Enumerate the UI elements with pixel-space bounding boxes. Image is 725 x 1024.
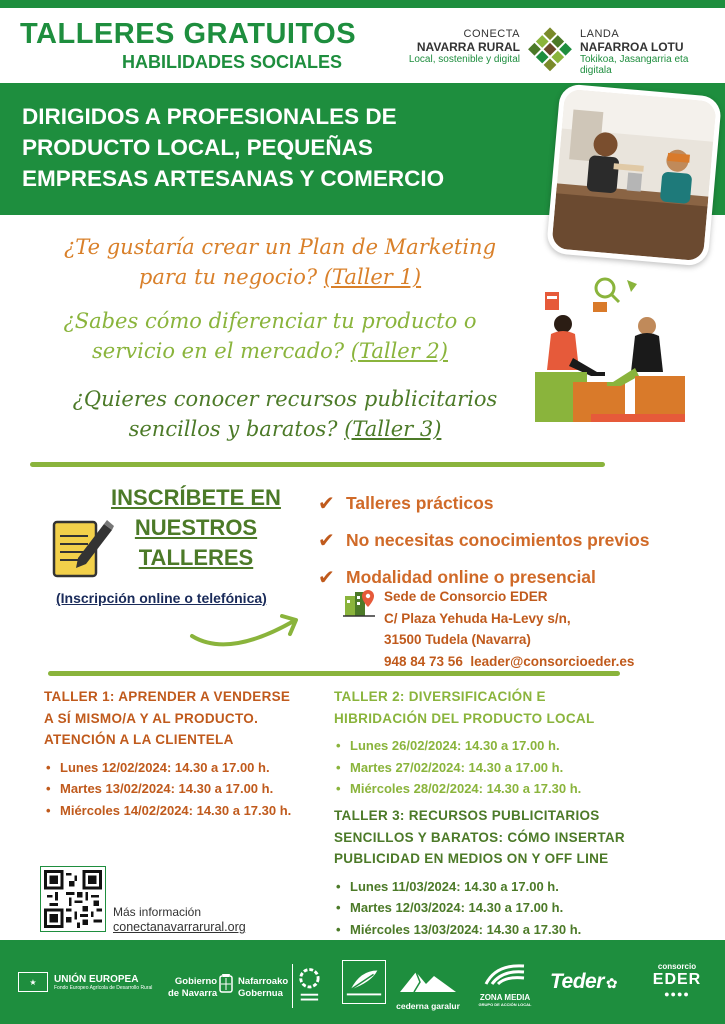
- eu-logo: [18, 972, 152, 992]
- teder-label: Teder: [550, 970, 604, 993]
- consorcio-line2: EDER: [652, 971, 702, 988]
- question-taller-3: [40, 384, 530, 444]
- zona-media-sublabel: GRUPO DE ACCIÓN LOCAL: [478, 1002, 532, 1007]
- question-1-line1: ¿Te gustaría crear un Plan de Marketing: [63, 235, 497, 259]
- gobierno-line2: de Navarra: [168, 988, 218, 999]
- question-1-text: para tu negocio?: [138, 265, 324, 289]
- landa-logo-text: [580, 28, 720, 76]
- signup-line2: NUESTROS: [134, 515, 258, 540]
- more-info: [113, 905, 246, 935]
- consultation-illustration: [535, 272, 685, 424]
- question-taller-1: [40, 232, 520, 292]
- cederna-logo: [396, 968, 460, 1011]
- workshop-3-title-line: TALLER 3: RECURSOS PUBLICITARIOS: [334, 808, 600, 823]
- shop-photo: [546, 83, 722, 266]
- question-2-line2: [50, 336, 490, 366]
- zona-media-logo: [476, 960, 534, 1007]
- consorcio-eder-logo: [650, 962, 704, 999]
- session-item: • Lunes 26/02/2024: 14.30 a 17.00 h.: [334, 735, 714, 757]
- conecta-line3: Local, sostenible y digital: [408, 54, 520, 65]
- question-3-line1: ¿Quieres conocer recursos publicitarios: [72, 387, 498, 411]
- nafarroako-gobernua-text: [238, 976, 288, 1000]
- session-item: • Lunes 12/02/2024: 14.30 a 17.00 h.: [44, 757, 324, 779]
- feature-label: Modalidad online o presencial: [346, 567, 596, 587]
- signup-line3: TALLERES: [138, 545, 254, 570]
- workshop-1: [44, 686, 324, 821]
- eu-subtitle: Fondo Europeo Agrícola de Desarrollo Rural: [54, 984, 153, 991]
- leader-logo-icon: [342, 960, 386, 1004]
- landa-line1: LANDA: [580, 28, 620, 40]
- signup-method-note: (Inscripción online o telefónica): [56, 590, 267, 606]
- taller-3-link[interactable]: (Taller 3): [344, 417, 442, 441]
- workshop-1-title-line: TALLER 1: APRENDER A VENDERSE: [44, 689, 291, 704]
- feature-item: [318, 485, 718, 522]
- workshop-1-title-line: ATENCIÓN A LA CLIENTELA: [44, 732, 234, 747]
- landa-line3: Tokikoa, Jasangarria eta digitala: [580, 54, 689, 76]
- audience-text: [22, 101, 522, 194]
- landa-line2: NAFARROA LOTU: [580, 40, 684, 54]
- consorcio-dots-icon: ●●●●: [664, 989, 690, 999]
- question-3-text: sencillos y baratos?: [128, 417, 345, 441]
- conecta-logo-icon: [528, 20, 572, 80]
- checkmark-icon: ✔: [318, 493, 335, 515]
- audience-line3: EMPRESAS ARTESANAS Y COMERCIO: [22, 166, 445, 191]
- session-item: • Miércoles 14/02/2024: 14.30 a 17.30 h.: [44, 800, 324, 822]
- building-location-icon: [343, 588, 375, 618]
- session-item: • Lunes 11/03/2024: 14.30 a 17.00 h.: [334, 876, 714, 898]
- qr-code-image: [44, 870, 102, 928]
- session-item: • Miércoles 28/02/2024: 14.30 a 17.30 h.: [334, 778, 714, 800]
- workshop-1-title: [44, 686, 324, 751]
- gobernua-line1: Nafarroako: [238, 976, 289, 987]
- session-item: • Miércoles 13/03/2024: 14.30 a 17.30 h.: [334, 919, 714, 941]
- workshop-3-title-line: SENCILLOS Y BARATOS: CÓMO INSERTAR: [334, 829, 625, 845]
- gobierno-line1: Gobierno: [174, 976, 218, 987]
- conecta-line2: NAVARRA RURAL: [416, 40, 520, 54]
- signup-heading: [88, 483, 304, 573]
- navarra-seal-icon: [218, 972, 234, 1002]
- workshop-1-title-line: A SÍ MISMO/A Y AL PRODUCTO.: [44, 710, 259, 726]
- venue-contact: [384, 651, 634, 673]
- workshop-2-sessions: [334, 735, 714, 800]
- workshop-3-title-line: PUBLICIDAD EN MEDIOS ON Y OFF LINE: [334, 851, 609, 866]
- question-2-text: servicio en el mercado?: [92, 339, 351, 363]
- consorcio-line1: consorcio: [657, 962, 697, 971]
- question-1-line2: [40, 262, 520, 292]
- cederna-label: cederna garalur: [396, 1001, 460, 1011]
- more-info-link[interactable]: conectanavarrarural.org: [113, 920, 246, 934]
- section-divider-bottom: [48, 671, 620, 676]
- question-taller-2: [50, 306, 490, 366]
- feature-list: [318, 485, 718, 596]
- checkmark-icon: ✔: [318, 530, 335, 552]
- taller-2-link[interactable]: (Taller 2): [350, 339, 448, 363]
- venue-name: Sede de Consorcio EDER: [384, 589, 548, 604]
- workshop-2-title-line: HIBRIDACIÓN DEL PRODUCTO LOCAL: [334, 710, 595, 726]
- workshop-2: [334, 686, 714, 800]
- audience-line2: PRODUCTO LOCAL, PEQUEÑAS: [22, 135, 373, 160]
- question-3-line2: [40, 414, 530, 444]
- checkmark-icon: ✔: [318, 567, 335, 589]
- teder-logo: [550, 970, 617, 994]
- zona-media-label: ZONA MEDIA: [479, 993, 531, 1002]
- session-item: • Martes 27/02/2024: 14.30 a 17.00 h.: [334, 757, 714, 779]
- venue-email[interactable]: leader@consorcioeder.es: [470, 653, 635, 669]
- eu-flag-icon: ★: [18, 972, 48, 992]
- conecta-logo-text: [405, 28, 520, 65]
- feature-label: No necesitas conocimientos previos: [346, 530, 650, 550]
- section-divider-top: [30, 462, 605, 467]
- taller-1-link[interactable]: (Taller 1): [323, 265, 422, 289]
- gobernua-line2: Gobernua: [238, 988, 283, 999]
- feature-label: Talleres prácticos: [346, 493, 494, 513]
- feature-item: [318, 522, 718, 559]
- session-item: • Martes 13/02/2024: 14.30 a 17.00 h.: [44, 778, 324, 800]
- more-info-label: Más información: [113, 905, 202, 919]
- zona-media-icon: [476, 960, 534, 986]
- session-item: • Martes 12/03/2024: 14.30 a 17.00 h.: [334, 897, 714, 919]
- workshop-2-title-line: TALLER 2: DIVERSIFICACIÓN E: [334, 689, 546, 704]
- signup-line1: INSCRÍBETE EN: [111, 485, 281, 510]
- teder-dots-icon: ✿: [605, 975, 618, 991]
- venue-address: C/ Plaza Yehuda Ha-Levy s/n,: [384, 610, 571, 626]
- workshop-2-title: [334, 686, 714, 729]
- cederna-mountain-icon: [398, 968, 458, 994]
- venue-phone[interactable]: 948 84 73 56: [384, 653, 463, 669]
- venue-info: [384, 586, 634, 672]
- eu-title: UNIÓN EUROPEA: [54, 973, 139, 985]
- gobierno-navarra-text: [168, 976, 217, 1000]
- workshop-3-sessions: [334, 876, 714, 941]
- sponsor-footer: [0, 940, 725, 1024]
- page-subtitle: HABILIDADES SOCIALES: [122, 52, 343, 72]
- question-2-line1: ¿Sabes cómo diferenciar tu producto o: [63, 309, 477, 333]
- workshop-3-title: [334, 805, 714, 870]
- shop-photo-image: [551, 89, 716, 262]
- audience-line1: DIRIGIDOS A PROFESIONALES DE: [22, 104, 397, 129]
- page-title: TALLERES GRATUITOS: [20, 18, 357, 50]
- workshop-3: [334, 805, 714, 940]
- venue-city: 31500 Tudela (Navarra): [384, 632, 531, 647]
- conecta-line1: CONECTA: [463, 28, 520, 40]
- workshop-1-sessions: [44, 757, 324, 822]
- qr-code[interactable]: [40, 866, 106, 932]
- header: [0, 8, 725, 83]
- top-stripe: [0, 0, 725, 8]
- agenda-2030-icon: [292, 964, 322, 1008]
- curved-arrow-icon: [188, 608, 304, 654]
